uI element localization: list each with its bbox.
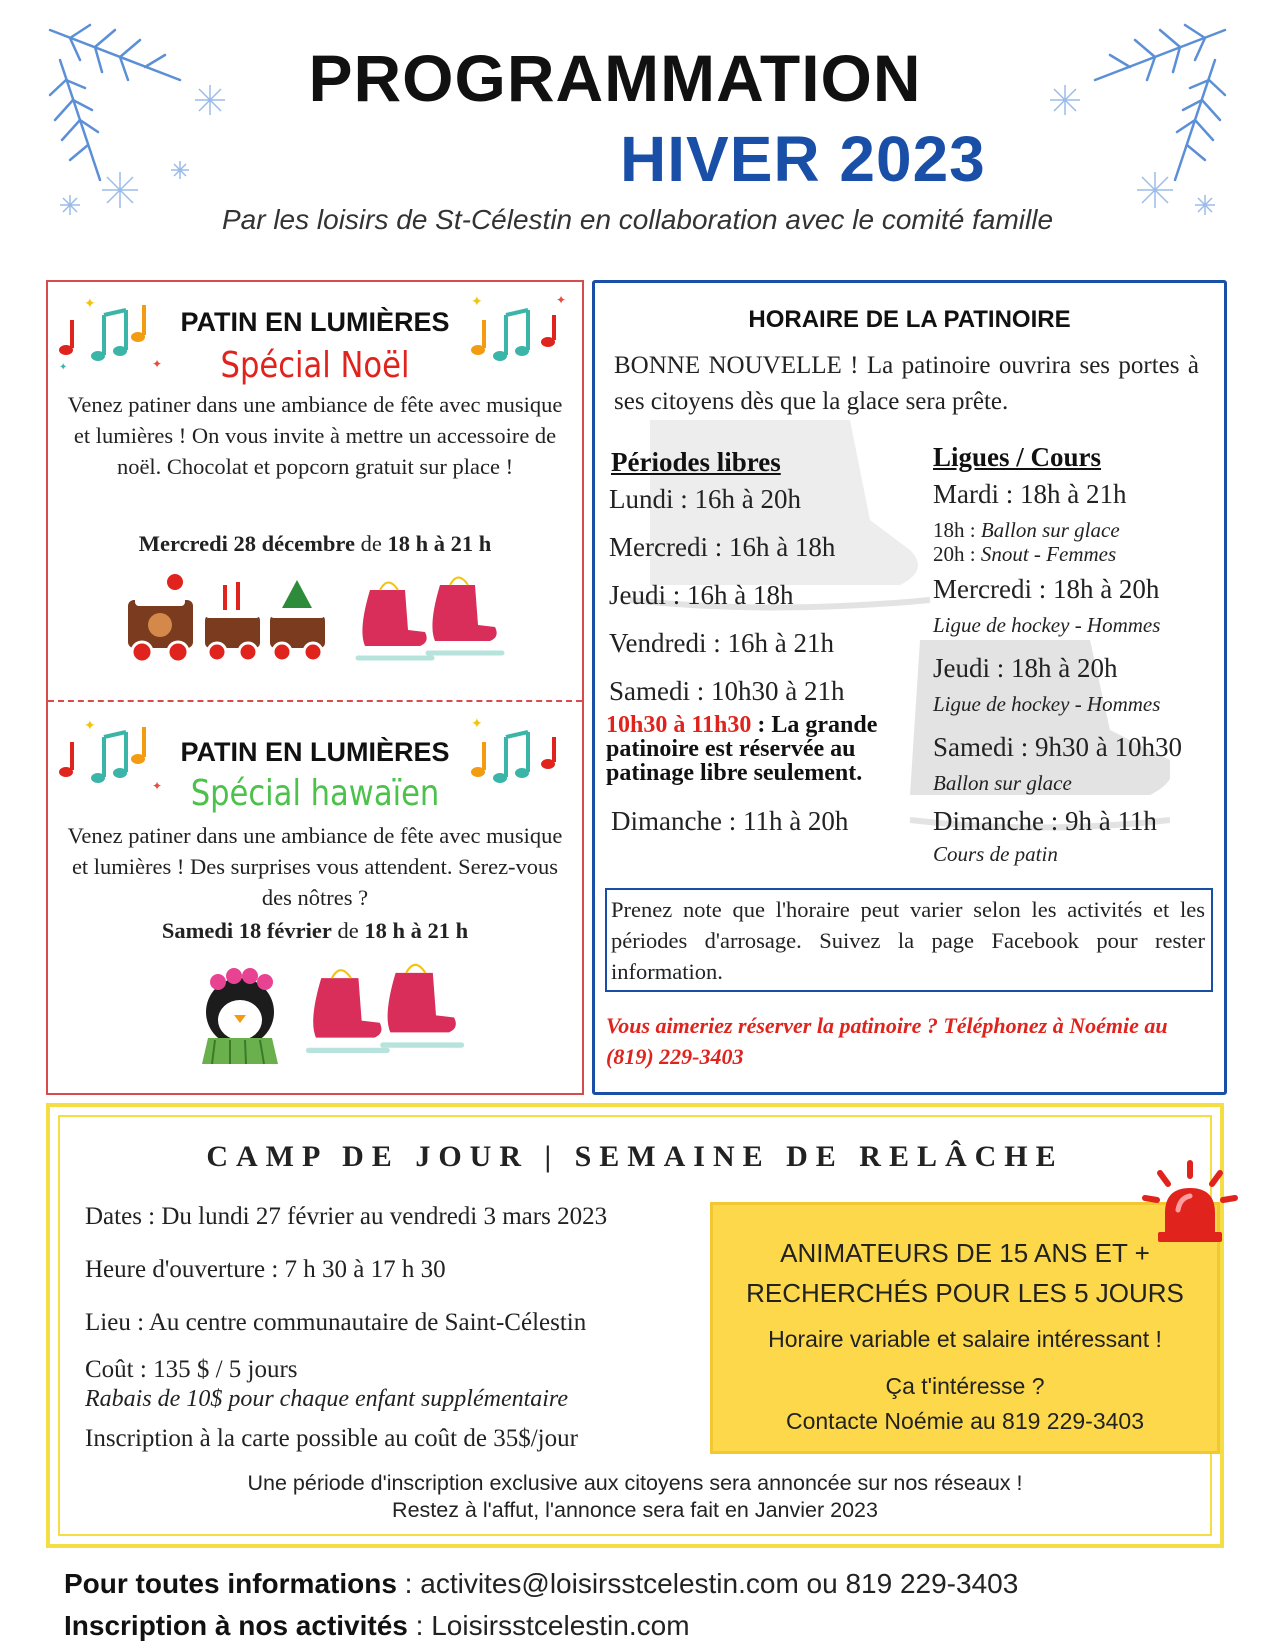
signup-website-link[interactable]: : Loisirsstcelestin.com <box>407 1610 690 1641</box>
free-period: Mercredi : 16h à 18h <box>609 532 836 562</box>
reservation-call: Vous aimeriez réserver la patinoire ? Téléphonez à Noémie au (819) 229-3403 <box>606 1013 1168 1069</box>
camp-card: Inscription à la carte possible au coût de 35$/jour <box>85 1425 578 1452</box>
skates-icon <box>300 955 470 1065</box>
svg-text:✦: ✦ <box>471 295 483 310</box>
camp-footer <box>58 1470 1212 1524</box>
league-note: Cours de patin <box>933 842 1058 866</box>
event-date-connector: de <box>360 531 382 556</box>
alarm-light-icon <box>1140 1158 1240 1248</box>
reserved-text: : La grande patinoire est réservée au patinage libre seulement. <box>606 712 878 786</box>
league-slot: Dimanche : 9h à 11h <box>933 806 1157 836</box>
recruit-contact: Contacte Noémie au 819 229-3403 <box>785 1408 1145 1434</box>
event-description: Venez patiner dans une ambiance de fête avec musique et lumières ! On vous invite à mettre un accessoire de noël. Chocolat et popcorn gratuit sur place ! <box>67 392 563 479</box>
signup-label: Inscription à nos activités <box>64 1610 408 1641</box>
event-date <box>62 531 568 557</box>
info-line <box>64 1568 1018 1600</box>
event-description: Venez patiner dans une ambiance de fête avec musique et lumières ! Des surprises vous attendent. Serez-vous des nôtres ? <box>67 823 563 910</box>
skates-icon <box>350 570 510 670</box>
league-note: Ligue de hockey - Hommes <box>933 692 1161 716</box>
svg-text:✦: ✦ <box>152 357 163 371</box>
free-period: Lundi : 16h à 20h <box>609 484 801 514</box>
penguin-icon <box>190 960 290 1070</box>
camp-footer-line: Restez à l'affut, l'annonce sera fait en Janvier 2023 <box>392 1498 878 1522</box>
free-periods-heading: Périodes libres <box>611 447 781 477</box>
event-title: PATIN EN LUMIÈRES <box>180 307 450 337</box>
music-notes-icon <box>54 712 164 797</box>
event-special-name: Spécial Noël <box>220 345 410 386</box>
event-date-hours: 18 h à 21 h <box>364 918 469 943</box>
leagues-heading: Ligues / Cours <box>933 442 1102 472</box>
league-note: Ballon sur glace <box>933 771 1072 795</box>
league-slot: Mardi : 18h à 21h <box>933 479 1127 509</box>
svg-text:✦: ✦ <box>84 297 96 312</box>
christmas-train-icon <box>120 570 340 670</box>
svg-text:✦: ✦ <box>59 362 68 373</box>
league-slot: Mercredi : 18h à 20h <box>933 574 1160 604</box>
league-slot: Jeudi : 18h à 20h <box>933 653 1118 683</box>
camp-discount: Rabais de 10$ pour chaque enfant supplémentaire <box>85 1386 569 1412</box>
free-period: Samedi : 10h30 à 21h <box>609 676 845 706</box>
svg-text:✦: ✦ <box>471 717 483 732</box>
camp-hours: Heure d'ouverture : 7 h 30 à 17 h 30 <box>85 1256 446 1283</box>
camp-place: Lieu : Au centre communautaire de Saint-Célestin <box>85 1309 587 1336</box>
event-date-day: Samedi 18 février <box>161 918 332 943</box>
event-date-connector: de <box>337 918 359 943</box>
reserved-note <box>606 713 906 785</box>
event-title: PATIN EN LUMIÈRES <box>180 737 450 767</box>
recruit-line: ANIMATEURS DE 15 ANS ET + <box>780 1238 1150 1268</box>
camp-dates: Dates : Du lundi 27 février au vendredi 3 mars 2023 <box>85 1203 608 1230</box>
free-period: Vendredi : 16h à 21h <box>609 628 834 658</box>
svg-text:✦: ✦ <box>84 719 96 734</box>
page-subtitle: Par les loisirs de St-Célestin en collaboration avec le comité famille <box>221 204 1054 235</box>
event-special-name: Spécial hawaïen <box>190 773 440 814</box>
camp-title: CAMP DE JOUR | SEMAINE DE RELÂCHE <box>206 1140 1064 1173</box>
schedule-note: Prenez note que l'horaire peut varier selon les activités et les périodes d'arrosage. Suivez la page Facebook pour rester information. <box>605 888 1213 992</box>
free-period-sunday: Dimanche : 11h à 20h <box>611 806 849 836</box>
music-notes-icon <box>54 290 164 375</box>
info-label: Pour toutes informations <box>64 1568 397 1599</box>
page-title-season: HIVER 2023 <box>620 123 986 195</box>
recruit-line: Horaire variable et salaire intéressant ! <box>768 1326 1162 1352</box>
music-notes-icon <box>466 290 576 375</box>
free-period: Jeudi : 16h à 18h <box>609 580 794 610</box>
rink-intro: BONNE NOUVELLE ! La patinoire ouvrira ses portes à ses citoyens dès que la glace sera prête. <box>614 352 1199 415</box>
camp-cost: Coût : 135 $ / 5 jours <box>85 1356 298 1383</box>
info-contact[interactable]: : activites@loisirsstcelestin.com ou 819 229-3403 <box>396 1568 1019 1599</box>
camp-footer-line: Une période d'inscription exclusive aux citoyens sera annoncée sur nos réseaux ! <box>247 1471 1023 1495</box>
event-date <box>62 918 568 944</box>
event-date-day: Mercredi 28 décembre <box>138 531 355 556</box>
league-slot: Samedi : 9h30 à 10h30 <box>933 732 1182 762</box>
league-note: Ligue de hockey - Hommes <box>933 613 1161 637</box>
page-title: PROGRAMMATION <box>308 41 922 115</box>
reserved-time: 10h30 à 11h30 <box>606 712 752 738</box>
signup-line <box>64 1610 690 1642</box>
recruit-line: Ça t'intéresse ? <box>885 1373 1045 1399</box>
event-date-hours: 18 h à 21 h <box>387 531 492 556</box>
events-divider <box>48 700 582 702</box>
league-note: 18h : Ballon sur glace <box>933 518 1120 542</box>
recruit-line: RECHERCHÉS POUR LES 5 JOURS <box>746 1278 1184 1308</box>
svg-text:✦: ✦ <box>556 293 567 307</box>
league-note: 20h : Snout - Femmes <box>933 542 1117 566</box>
rink-title: HORAIRE DE LA PATINOIRE <box>748 306 1071 333</box>
svg-text:✦: ✦ <box>152 779 163 793</box>
music-notes-icon <box>466 712 576 797</box>
